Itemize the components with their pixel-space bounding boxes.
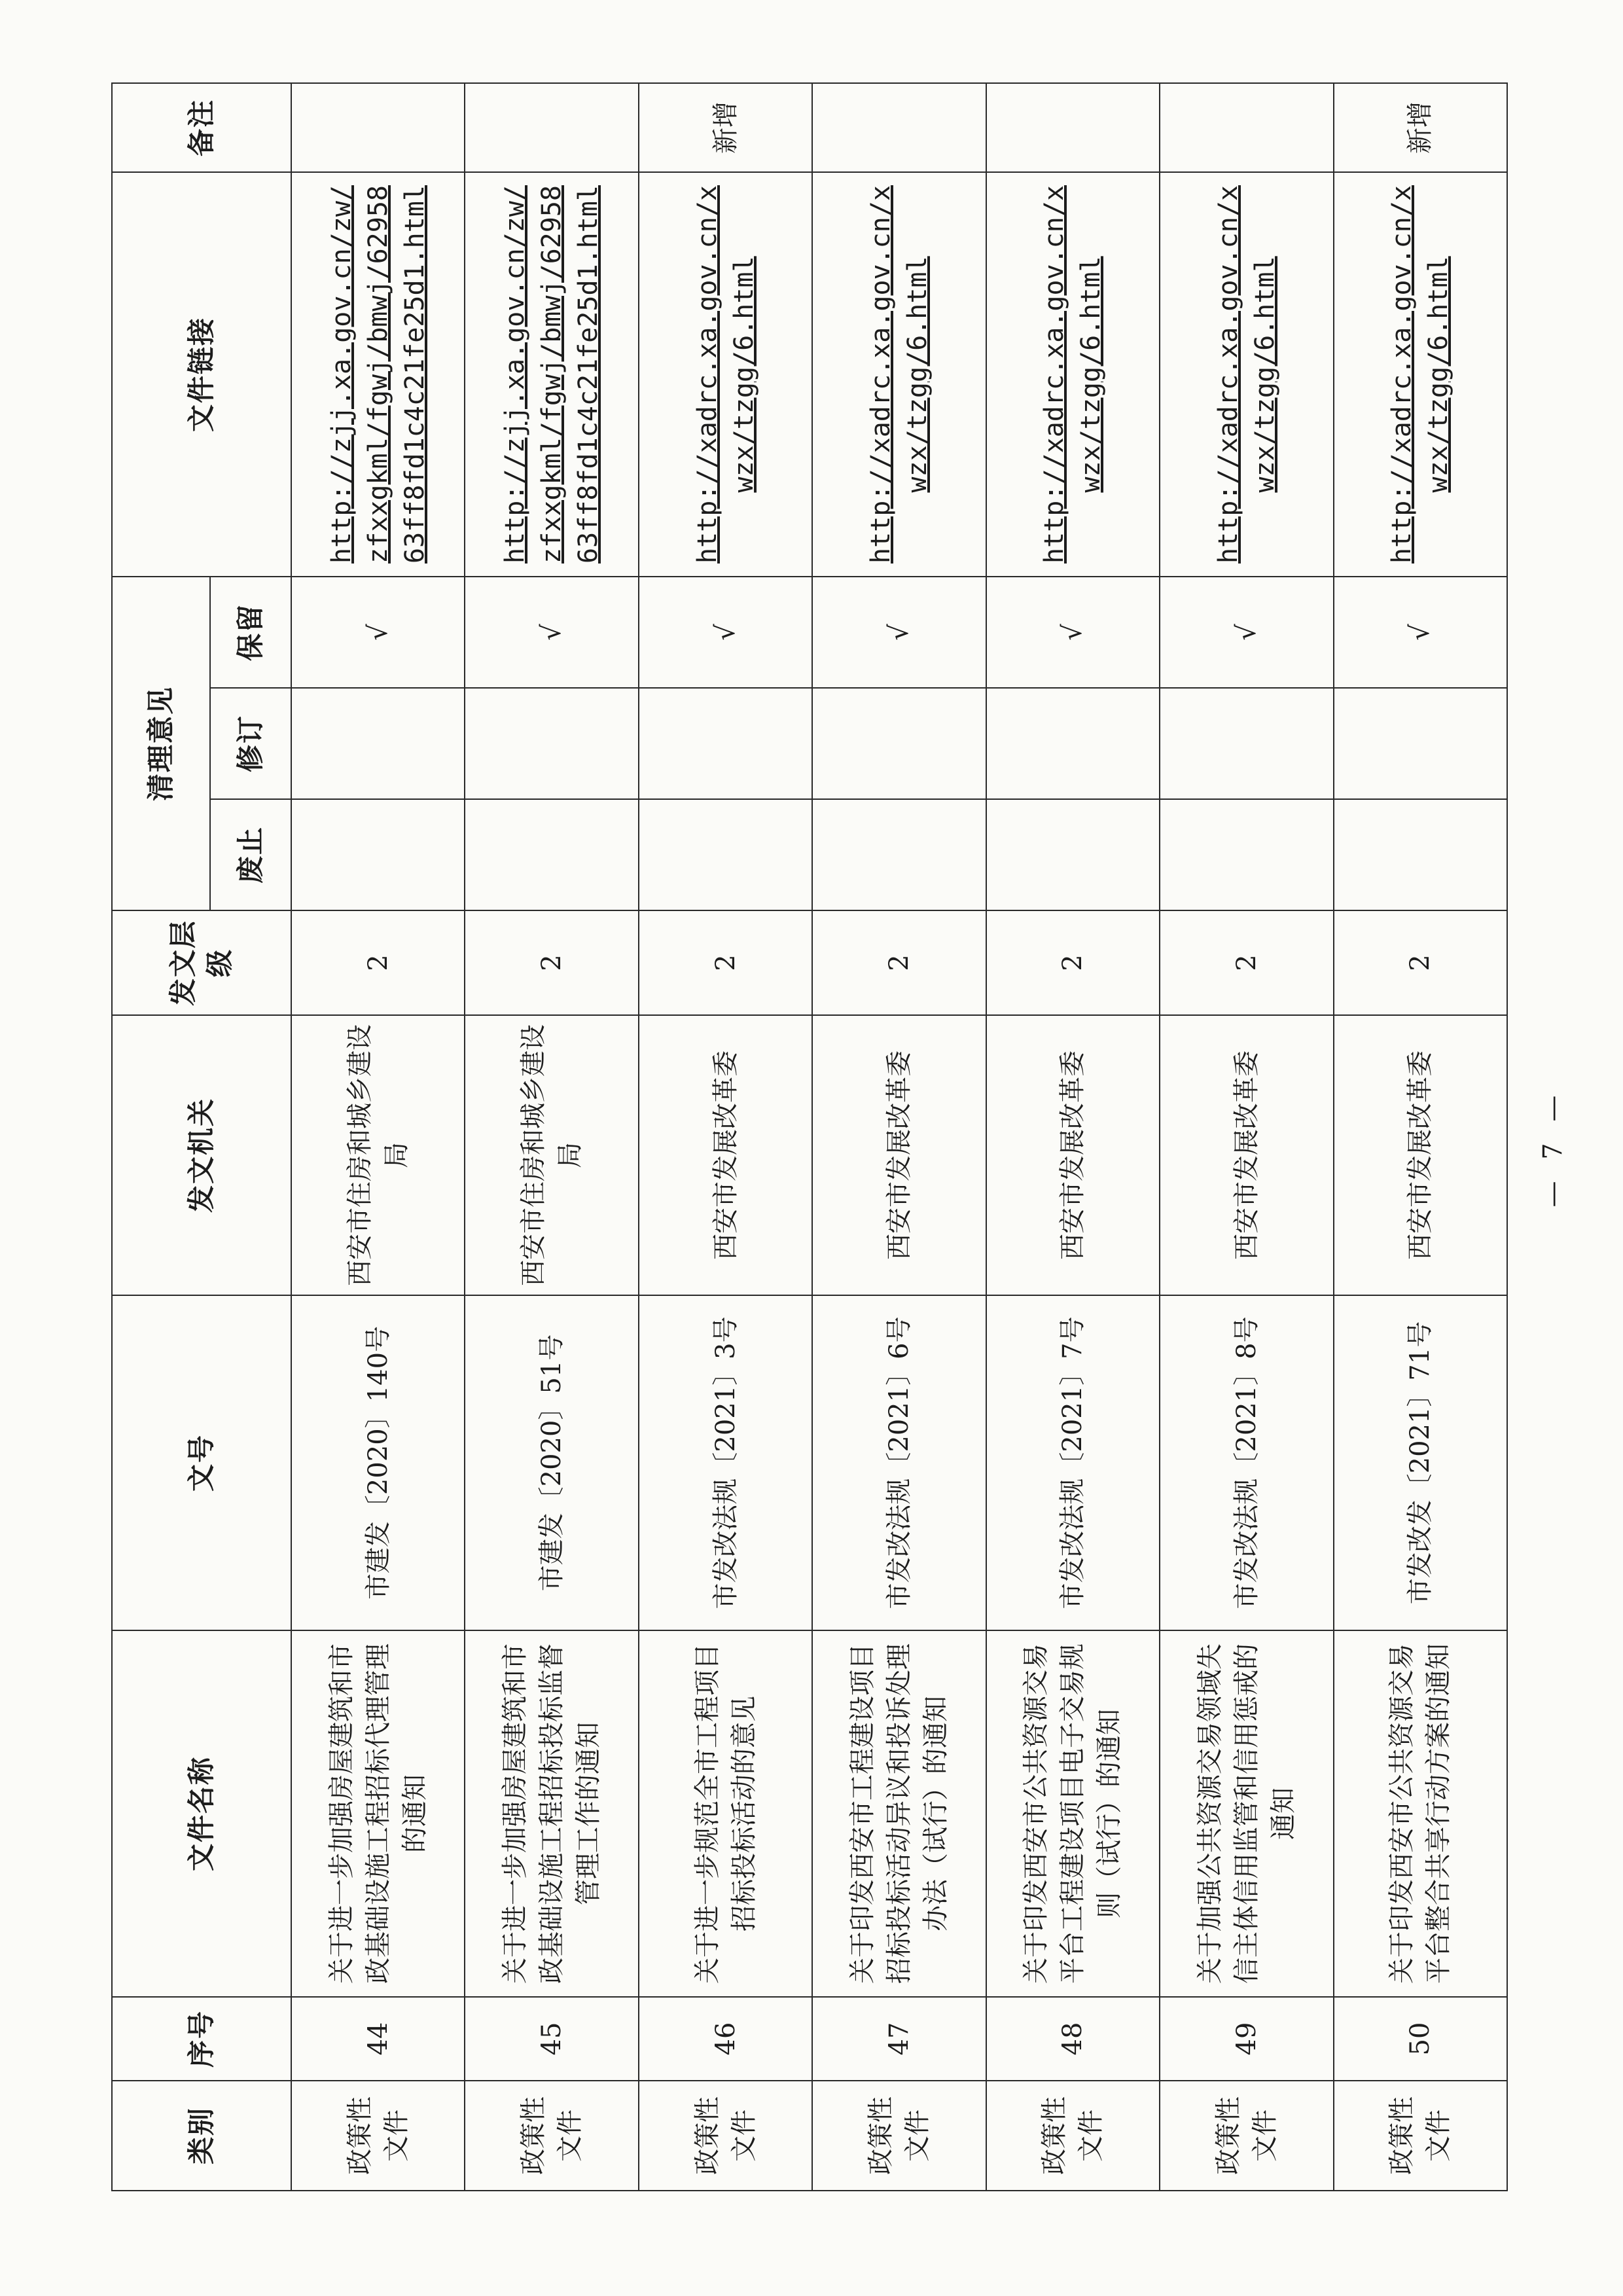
document-link[interactable]: http://xadrc.xa.gov.cn/xwzx/tzgg/6.html (812, 172, 986, 577)
issuer-cell: 西安市住房和城乡建设局 (291, 1015, 465, 1295)
retain-check-cell: √ (812, 577, 986, 688)
document-link[interactable]: http://zjj.xa.gov.cn/zw/zfxxgkml/fgwj/bmwj/6295863ff8fd1c4c21fe25d1.html (465, 172, 638, 577)
issuer-cell: 西安市发展改革委 (1334, 1015, 1507, 1295)
seq-cell: 44 (291, 1997, 465, 2081)
remark-cell: 新增 (639, 83, 812, 172)
doc-number-cell: 市发改法规〔2021〕8号 (1160, 1295, 1333, 1630)
header-category: 类别 (112, 2081, 291, 2191)
doc-number-cell: 市发改法规〔2021〕6号 (812, 1295, 986, 1630)
table-row (812, 83, 986, 2191)
issuer-cell: 西安市发展改革委 (986, 1015, 1160, 1295)
category-cell: 政策性文件 (465, 2081, 638, 2191)
category-cell: 政策性文件 (1334, 2081, 1507, 2191)
document-link[interactable]: http://xadrc.xa.gov.cn/xwzx/tzgg/6.html (1334, 172, 1507, 577)
abolish-cell (986, 799, 1160, 910)
header-abolish: 废止 (210, 799, 291, 910)
retain-check-cell: √ (1160, 577, 1333, 688)
issuer-cell: 西安市发展改革委 (639, 1015, 812, 1295)
retain-check-cell: √ (291, 577, 465, 688)
abolish-cell (465, 799, 638, 910)
doc-number-cell: 市建发〔2020〕140号 (291, 1295, 465, 1630)
level-cell: 2 (639, 910, 812, 1015)
seq-cell: 45 (465, 1997, 638, 2081)
retain-check-cell: √ (1334, 577, 1507, 688)
doc-number-cell: 市建发〔2020〕51号 (465, 1295, 638, 1630)
seq-cell: 47 (812, 1997, 986, 2081)
policy-document-table (111, 82, 1508, 2191)
header-row (112, 83, 210, 2191)
header-link: 文件链接 (112, 172, 291, 577)
issuer-cell: 西安市发展改革委 (812, 1015, 986, 1295)
retain-check-cell: √ (986, 577, 1160, 688)
level-cell: 2 (1334, 910, 1507, 1015)
remark-cell: 新增 (1334, 83, 1507, 172)
level-cell: 2 (986, 910, 1160, 1015)
revise-cell (291, 688, 465, 799)
abolish-cell (1160, 799, 1333, 910)
document-link[interactable]: http://zjj.xa.gov.cn/zw/zfxxgkml/fgwj/bmwj/6295863ff8fd1c4c21fe25d1.html (291, 172, 465, 577)
abolish-cell (1334, 799, 1507, 910)
document-link[interactable]: http://xadrc.xa.gov.cn/xwzx/tzgg/6.html (639, 172, 812, 577)
document-name-cell: 关于进一步加强房屋建筑和市政基础设施工程招标代理管理的通知 (291, 1630, 465, 1997)
level-cell: 2 (291, 910, 465, 1015)
doc-number-cell: 市发改发〔2021〕71号 (1334, 1295, 1507, 1630)
revise-cell (986, 688, 1160, 799)
remark-cell (1160, 83, 1333, 172)
document-link[interactable]: http://xadrc.xa.gov.cn/xwzx/tzgg/6.html (986, 172, 1160, 577)
header-level: 发文层级 (112, 910, 291, 1015)
table-row (291, 83, 465, 2191)
seq-cell: 50 (1334, 1997, 1507, 2081)
table-row (1160, 83, 1333, 2191)
document-name-cell: 关于印发西安市工程建设项目招标投标活动异议和投诉处理办法（试行）的通知 (812, 1630, 986, 1997)
revise-cell (1334, 688, 1507, 799)
document-name-cell: 关于加强公共资源交易领域失信主体信用监管和信用惩戒的通知 (1160, 1630, 1333, 1997)
remark-cell (812, 83, 986, 172)
doc-number-cell: 市发改法规〔2021〕7号 (986, 1295, 1160, 1630)
table-row (639, 83, 812, 2191)
header-doc-no: 文号 (112, 1295, 291, 1630)
table-row (1334, 83, 1507, 2191)
retain-check-cell: √ (465, 577, 638, 688)
table-row (465, 83, 638, 2191)
doc-number-cell: 市发改法规〔2021〕3号 (639, 1295, 812, 1630)
seq-cell: 49 (1160, 1997, 1333, 2081)
document-name-cell: 关于进一步加强房屋建筑和市政基础设施工程招标投标监督管理工作的通知 (465, 1630, 638, 1997)
table-row (986, 83, 1160, 2191)
retain-check-cell: √ (639, 577, 812, 688)
header-revise: 修订 (210, 688, 291, 799)
abolish-cell (291, 799, 465, 910)
header-opinion: 清理意见 (112, 577, 210, 910)
category-cell: 政策性文件 (986, 2081, 1160, 2191)
page-number: — 7 — (1538, 1088, 1568, 1208)
abolish-cell (639, 799, 812, 910)
issuer-cell: 西安市住房和城乡建设局 (465, 1015, 638, 1295)
header-seq: 序号 (112, 1997, 291, 2081)
level-cell: 2 (1160, 910, 1333, 1015)
header-name: 文件名称 (112, 1630, 291, 1997)
revise-cell (639, 688, 812, 799)
category-cell: 政策性文件 (639, 2081, 812, 2191)
category-cell: 政策性文件 (291, 2081, 465, 2191)
header-remark: 备注 (112, 83, 291, 172)
document-name-cell: 关于进一步规范全市工程项目招标投标活动的意见 (639, 1630, 812, 1997)
revise-cell (812, 688, 986, 799)
document-name-cell: 关于印发西安市公共资源交易平台工程建设项目电子交易规则（试行）的通知 (986, 1630, 1160, 1997)
category-cell: 政策性文件 (1160, 2081, 1333, 2191)
remark-cell (465, 83, 638, 172)
level-cell: 2 (812, 910, 986, 1015)
header-issuer: 发文机关 (112, 1015, 291, 1295)
level-cell: 2 (465, 910, 638, 1015)
header-retain: 保留 (210, 577, 291, 688)
abolish-cell (812, 799, 986, 910)
document-name-cell: 关于印发西安市公共资源交易平台整合共享行动方案的通知 (1334, 1630, 1507, 1997)
seq-cell: 46 (639, 1997, 812, 2081)
remark-cell (291, 83, 465, 172)
document-link[interactable]: http://xadrc.xa.gov.cn/xwzx/tzgg/6.html (1160, 172, 1333, 577)
revise-cell (465, 688, 638, 799)
revise-cell (1160, 688, 1333, 799)
category-cell: 政策性文件 (812, 2081, 986, 2191)
issuer-cell: 西安市发展改革委 (1160, 1015, 1333, 1295)
remark-cell (986, 83, 1160, 172)
seq-cell: 48 (986, 1997, 1160, 2081)
